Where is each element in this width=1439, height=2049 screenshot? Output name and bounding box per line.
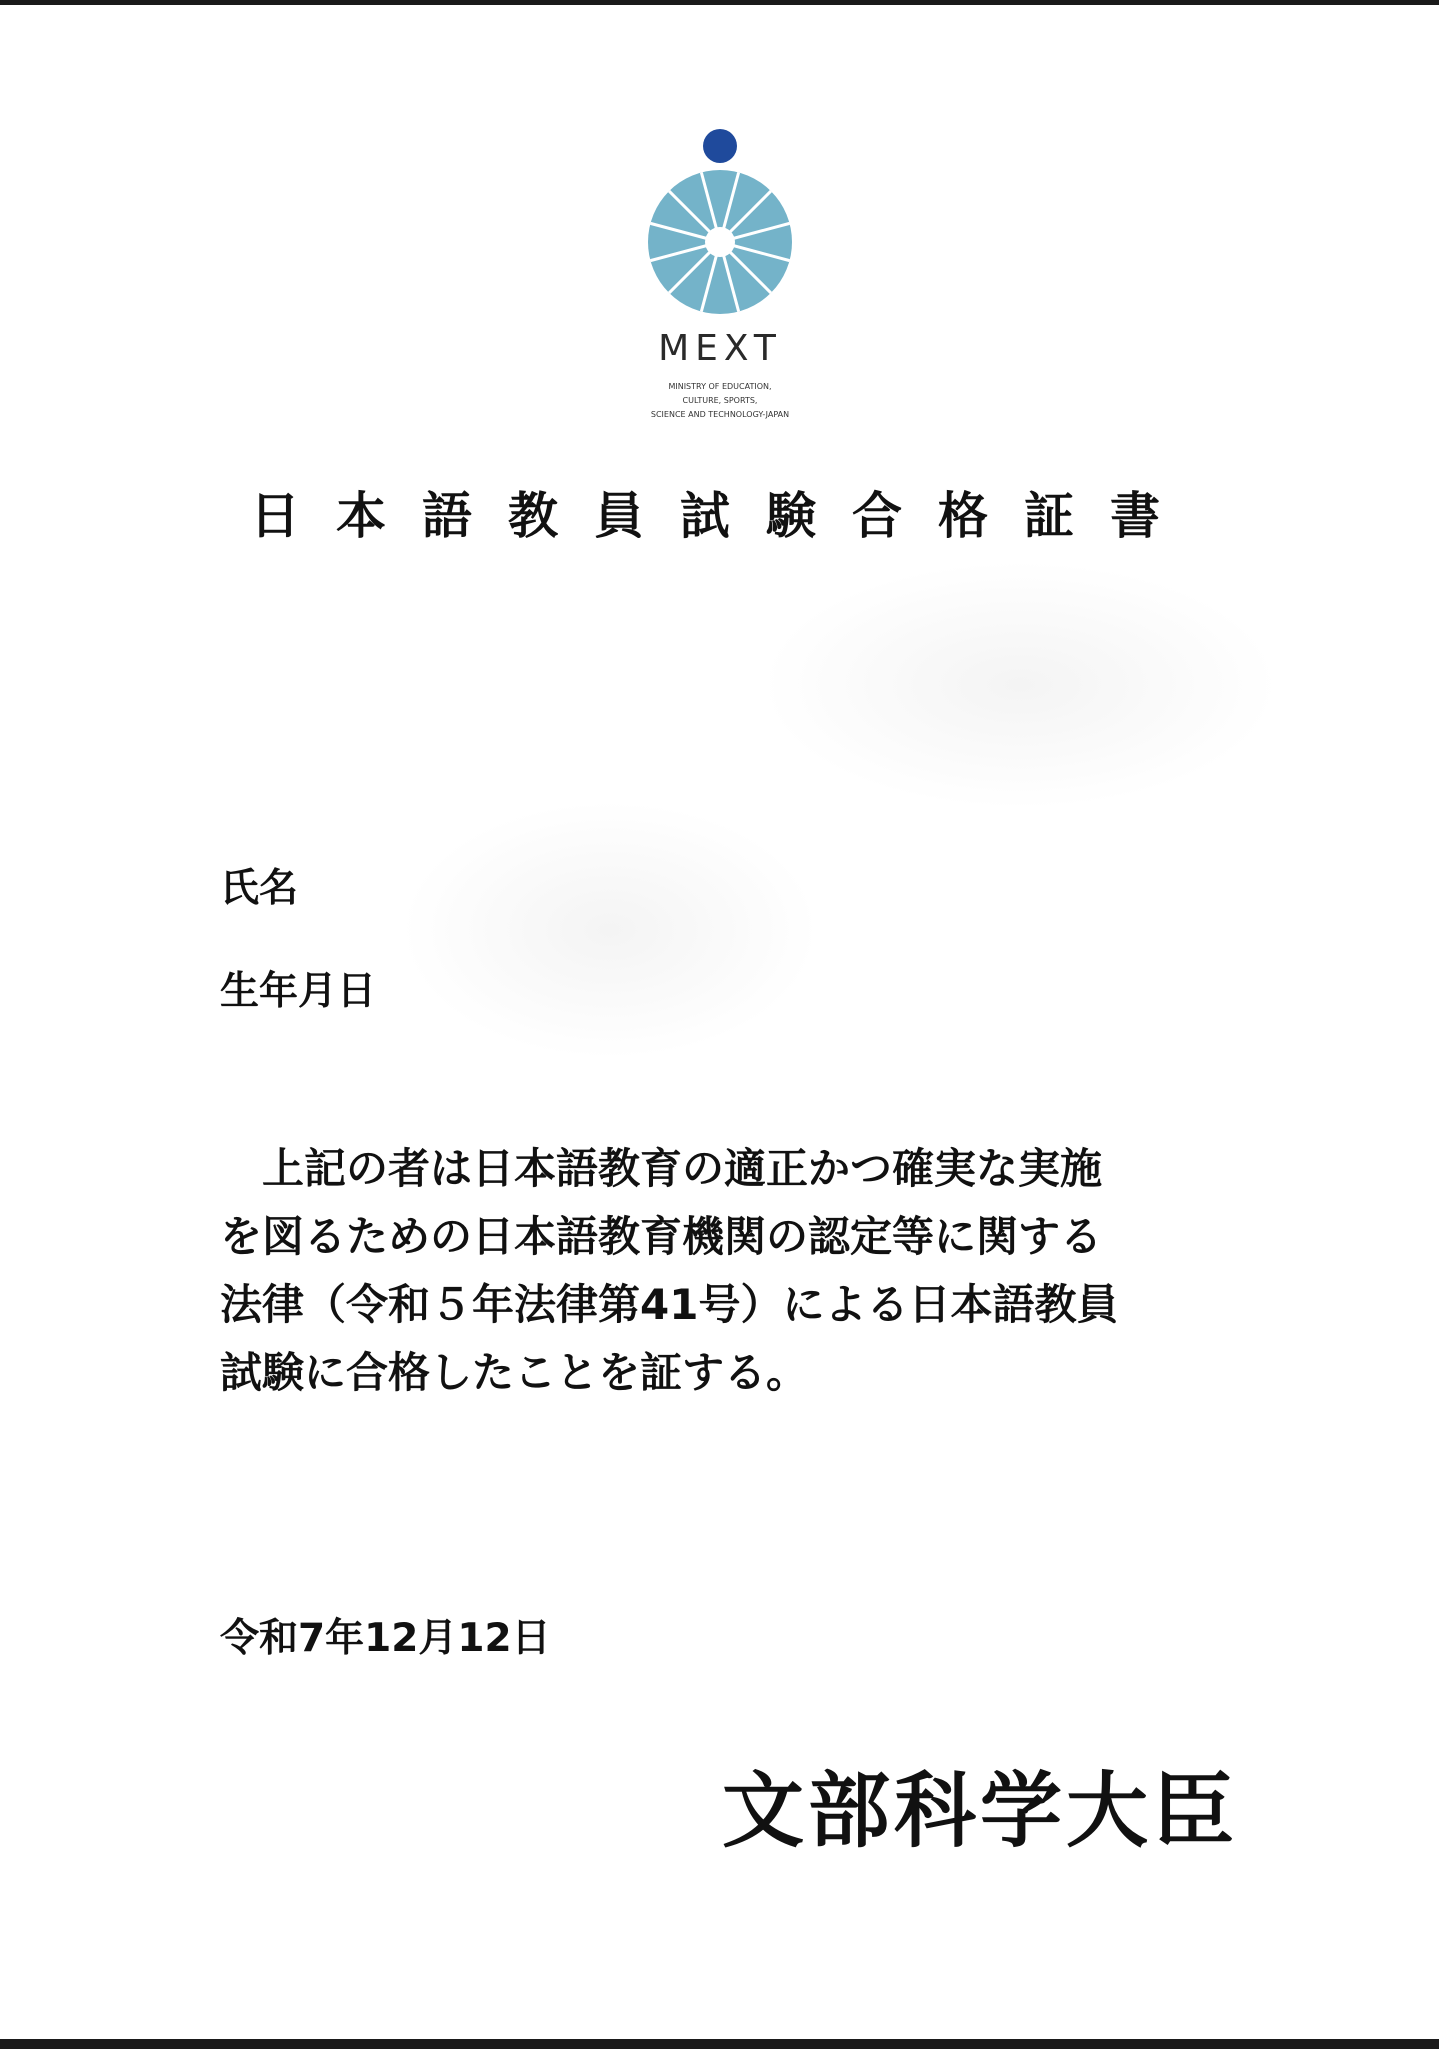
redacted-area: [400, 800, 820, 1060]
issue-date: 令和7年12月12日: [220, 1616, 551, 1661]
logo-subtitle: [620, 380, 820, 422]
logo-subtitle-line: SCIENCE AND TECHNOLOGY-JAPAN: [650, 410, 790, 419]
body-line: 上記の者は日本語教育の適正かつ確実な実施: [220, 1144, 1103, 1193]
mext-logo: [620, 125, 820, 425]
name-label: 氏名: [220, 866, 299, 911]
logo-subtitle-line: MINISTRY OF EDUCATION,: [668, 382, 772, 391]
logo-wordmark: MEXT: [658, 328, 782, 369]
body-line: を図るための日本語教育機関の認定等に関する: [220, 1212, 1103, 1261]
mext-emblem-icon: [646, 125, 794, 320]
issuer-title: 文部科学大臣: [722, 1763, 1239, 1859]
certificate-body: [220, 1135, 1260, 1407]
certificate-title: 日本語教員試験合格証書: [250, 486, 1196, 545]
top-border: [0, 0, 1439, 5]
body-line: 法律（令和５年法律第41号）による日本語教員: [220, 1280, 1119, 1329]
logo-subtitle-line: CULTURE, SPORTS,: [682, 396, 758, 405]
body-line: 試験に合格したことを証する。: [220, 1348, 809, 1397]
birthdate-label: 生年月日: [220, 969, 377, 1014]
redacted-area: [760, 560, 1280, 810]
bottom-border: [0, 2039, 1439, 2049]
